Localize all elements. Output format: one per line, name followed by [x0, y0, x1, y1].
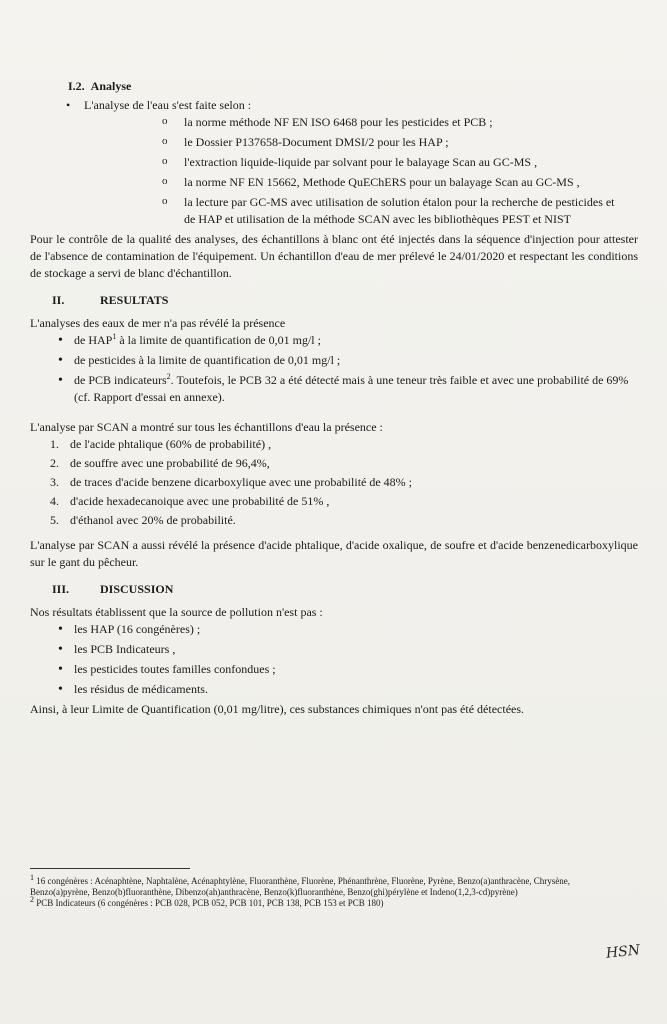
method-item: o la norme NF EN 15662, Methode QuEChERS pour un balayage Scan au GC-MS ,	[84, 174, 638, 191]
footnotes	[30, 873, 630, 909]
footnote-1: $^1$ 16 congénères : Acénaphtène, Naphtalène, Acénaphtylène, Fluoranthène, Fluorène, Phénanthrène, Fluorène, Pyrène, Benzo(a)anthracène, Chrysène, Benzo(a)pyrène, Benzo(b)fluoranthène, Dibenzo(ah)anthracène, Benzo(k)fluoranthène, Benzo(ghi)pérylène et Indeno(1,2,3-cd)pyrène)	[30, 873, 571, 897]
footnote-ref[interactable]: 1	[112, 332, 117, 341]
resultats-list	[30, 332, 638, 406]
document-body	[30, 78, 638, 718]
scan-intro: L'analyse par SCAN a montré sur tous les échantillons d'eau la présence :	[30, 420, 383, 434]
list-item: • les résidus de médicaments.	[30, 681, 638, 698]
list-item: • les PCB Indicateurs ,	[30, 641, 638, 658]
footnote-divider	[30, 868, 190, 869]
list-item: 4. d'acide hexadecanoique avec une probabilité de 51% ,	[50, 494, 330, 508]
resultats-intro: L'analyses des eaux de mer n'a pas révélé la présence	[30, 316, 286, 330]
list-item: • les pesticides toutes familles confondues ;	[30, 661, 638, 678]
method-item: o la lecture par GC-MS avec utilisation de solution étalon pour la recherche de pesticides et de HAP et utilisation de la méthode SCAN avec les bibliothèques PEST et NIST	[84, 194, 638, 228]
scan-glove-paragraph: L'analyse par SCAN a aussi révélé la présence d'acide phtalique, d'acide oxalique, de soufre et d'acide benzenedicarboxylique sur le gant du pêcheur.	[30, 538, 638, 569]
method-item: o la norme méthode NF EN ISO 6468 pour les pesticides et PCB ;	[84, 114, 638, 131]
method-item: o l'extraction liquide-liquide par solvant pour le balayage Scan au GC-MS ,	[84, 154, 638, 171]
list-item: • les HAP (16 congénères) ;	[30, 621, 638, 638]
list-item: • de pesticides à la limite de quantification de 0,01 mg/l ;	[30, 352, 638, 369]
footnote-ref[interactable]: 2	[166, 372, 171, 381]
list-item: 5. d'éthanol avec 20% de probabilité.	[50, 513, 236, 527]
list-item: 2. de souffre avec une probabilité de 96,4%,	[50, 456, 270, 470]
quality-paragraph: Pour le contrôle de la qualité des analyses, des échantillons à blanc ont été injectés dans la séquence d'injection pour attester de l'absence de contamination de l'équipement. Un échantillon d'eau de mer prélevé le 24/01/2020 et respectant les conditions de stockage a servi de blanc d'échantillon.	[30, 232, 638, 280]
section-heading-resultats: II. RESULTATS	[52, 293, 169, 307]
list-item: • de HAP$^1$ à la limite de quantification de 0,01 mg/l ;	[30, 332, 638, 349]
list-item: • L'analyse de l'eau s'est faite selon : o la norme méthode NF EN ISO 6468 pour les pesticides et PCB ; o le Dossier P137658-Document DMSI/2 pour les HAP ; o l'extraction liquide-liquide par solvant pour le balayage Scan au GC-MS , o la norme NF EN 15662, Methode QuEChERS pour un balayage Scan au GC-MS , o la lecture par GC-MS avec utilisation de solution étalon pour la recherche de pesticides et de HAP et utilisation de la méthode SCAN avec les bibliothèques PEST et NIST	[30, 97, 638, 228]
footnote-2: $^2$ PCB Indicateurs (6 congénères : PCB 028, PCB 052, PCB 101, PCB 138, PCB 153 et PCB 180)	[30, 895, 384, 908]
section-heading-discussion: III. DISCUSSION	[52, 582, 174, 596]
list-item: • de PCB indicateurs$^2$. Toutefois, le PCB 32 a été détecté mais à une teneur très faible et avec une probabilité de 69% (cf. Rapport d'essai en annexe).	[30, 372, 638, 406]
list-item: 3. de traces d'acide benzene dicarboxylique avec une probabilité de 48% ;	[50, 475, 413, 489]
analyse-list	[30, 97, 638, 228]
handwritten-initials: HSN	[605, 942, 641, 962]
discussion-conclusion: Ainsi, à leur Limite de Quantification (0,01 mg/litre), ces substances chimiques n'ont pas été détectées.	[30, 702, 525, 716]
scan-list	[30, 436, 638, 529]
discussion-list	[30, 621, 638, 698]
methods-list	[84, 114, 638, 228]
method-item: o le Dossier P137658-Document DMSI/2 pour les HAP ;	[84, 134, 638, 151]
section-heading-analyse: I.2. Analyse	[68, 79, 132, 93]
list-item: 1. de l'acide phtalique (60% de probabilité) ,	[50, 437, 272, 451]
discussion-intro: Nos résultats établissent que la source de pollution n'est pas :	[30, 605, 323, 619]
